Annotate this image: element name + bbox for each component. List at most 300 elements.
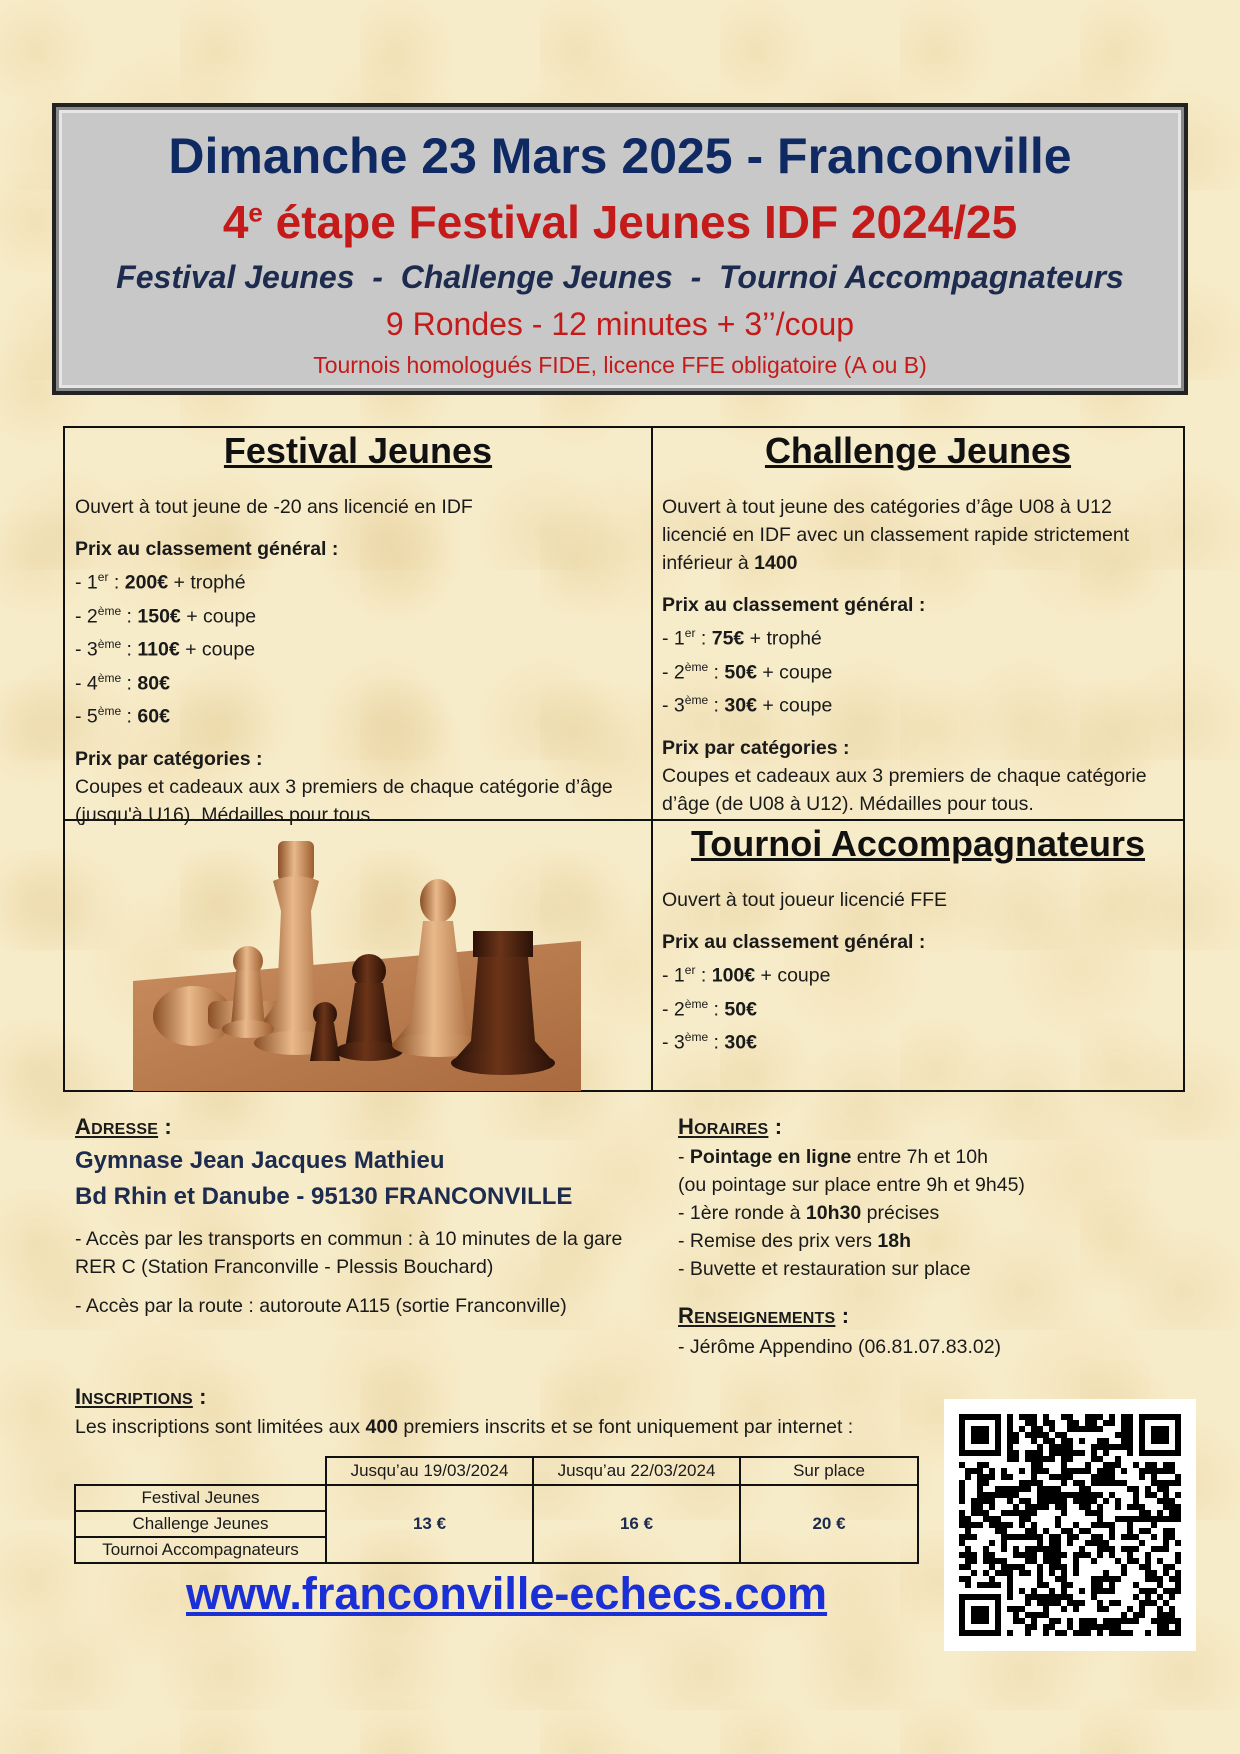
- qr-module: [1007, 1432, 1013, 1438]
- qr-module: [1073, 1522, 1079, 1528]
- qr-module: [1019, 1552, 1025, 1558]
- qr-module: [995, 1528, 1001, 1534]
- qr-module: [1013, 1486, 1019, 1492]
- qr-module: [1109, 1528, 1115, 1534]
- horaires-line1: [678, 1143, 1178, 1171]
- qr-module: [1061, 1552, 1067, 1558]
- qr-module: [1061, 1414, 1067, 1420]
- qr-module: [1163, 1480, 1169, 1486]
- qr-module: [1091, 1594, 1097, 1600]
- qr-module: [1163, 1588, 1169, 1594]
- qr-module: [1073, 1492, 1079, 1498]
- qr-module: [1073, 1498, 1079, 1504]
- qr-module: [1127, 1426, 1133, 1432]
- challenge-section: [662, 493, 1177, 818]
- prize-extra: + coupe: [180, 605, 257, 627]
- price-row-label-2: Challenge Jeunes: [75, 1511, 326, 1537]
- qr-module: [1103, 1606, 1109, 1612]
- prize-rank-sup: er: [684, 963, 696, 977]
- h1-pre: -: [678, 1146, 690, 1168]
- qr-module: [1121, 1546, 1127, 1552]
- qr-module: [1163, 1630, 1169, 1636]
- prize-colon: :: [708, 694, 725, 717]
- qr-module: [1049, 1450, 1055, 1456]
- qr-module: [1001, 1474, 1007, 1480]
- qr-module: [1163, 1618, 1169, 1624]
- address-label: [75, 1114, 172, 1140]
- qr-module: [1133, 1558, 1139, 1564]
- qr-module: [1133, 1462, 1139, 1468]
- qr-module: [1133, 1618, 1139, 1624]
- qr-module: [1115, 1504, 1121, 1510]
- qr-module: [1103, 1474, 1109, 1480]
- qr-module: [1085, 1468, 1091, 1474]
- qr-module: [1043, 1546, 1049, 1552]
- qr-module: [1025, 1552, 1031, 1558]
- qr-module: [1145, 1558, 1151, 1564]
- qr-module: [1127, 1438, 1133, 1444]
- qr-module: [1037, 1594, 1043, 1600]
- qr-module: [1055, 1618, 1061, 1624]
- qr-module: [1091, 1498, 1097, 1504]
- prize-rank: 1: [673, 964, 685, 987]
- qr-module: [1097, 1516, 1103, 1522]
- qr-module: [1103, 1570, 1109, 1576]
- qr-module: [1037, 1462, 1043, 1468]
- qr-module: [1079, 1450, 1085, 1456]
- qr-module: [1085, 1510, 1091, 1516]
- qr-module: [1055, 1594, 1061, 1600]
- qr-module: [1073, 1558, 1079, 1564]
- qr-module: [1019, 1570, 1025, 1576]
- qr-module: [1025, 1624, 1031, 1630]
- qr-module: [959, 1522, 965, 1528]
- qr-module: [1043, 1594, 1049, 1600]
- qr-module: [1079, 1438, 1085, 1444]
- qr-module: [1007, 1450, 1013, 1456]
- header-banner: [52, 103, 1188, 395]
- qr-module: [1151, 1474, 1157, 1480]
- qr-module: [1085, 1426, 1091, 1432]
- qr-module: [1151, 1468, 1157, 1474]
- qr-module: [1175, 1582, 1181, 1588]
- qr-module: [1043, 1558, 1049, 1564]
- qr-module: [1085, 1498, 1091, 1504]
- qr-module: [1097, 1414, 1103, 1420]
- h4-bold: 18h: [877, 1230, 911, 1252]
- qr-module: [971, 1552, 977, 1558]
- prize-rank-sup: ème: [97, 603, 122, 618]
- qr-module: [983, 1582, 989, 1588]
- qr-module: [1025, 1432, 1031, 1438]
- qr-module: [965, 1576, 971, 1582]
- qr-module: [1079, 1492, 1085, 1498]
- qr-module: [983, 1462, 989, 1468]
- qr-module: [1025, 1570, 1031, 1576]
- qr-module: [1031, 1438, 1037, 1444]
- qr-module: [1043, 1582, 1049, 1588]
- qr-module: [1025, 1420, 1031, 1426]
- qr-module: [1091, 1558, 1097, 1564]
- qr-module: [1061, 1474, 1067, 1480]
- h3-bold: 10h30: [805, 1202, 862, 1224]
- horaires-label-rest: ORAIRES: [694, 1121, 769, 1138]
- qr-module: [1097, 1522, 1103, 1528]
- festival-intro: Ouvert à tout jeune de -20 ans licencié en IDF: [75, 496, 473, 518]
- prize-colon: :: [108, 571, 125, 594]
- qr-module: [1079, 1468, 1085, 1474]
- festival-title: Festival Jeunes: [223, 430, 493, 471]
- qr-module: [1097, 1480, 1103, 1486]
- qr-module: [1103, 1480, 1109, 1486]
- qr-module: [1049, 1588, 1055, 1594]
- qr-module: [1169, 1516, 1175, 1522]
- qr-module: [1145, 1600, 1151, 1606]
- address-road: - Accès par la route : autoroute A115 (sortie Franconville): [75, 1295, 567, 1317]
- horaires-list: [678, 1143, 1178, 1283]
- qr-module: [1037, 1456, 1043, 1462]
- qr-module: [1127, 1546, 1133, 1552]
- qr-module: [1115, 1432, 1121, 1438]
- qr-module: [1055, 1558, 1061, 1564]
- qr-module: [995, 1558, 1001, 1564]
- qr-module: [1127, 1558, 1133, 1564]
- qr-module: [1145, 1462, 1151, 1468]
- qr-module: [1013, 1618, 1019, 1624]
- qr-module: [1043, 1624, 1049, 1630]
- qr-module: [1109, 1420, 1115, 1426]
- qr-module: [1031, 1426, 1037, 1432]
- qr-module: [1013, 1504, 1019, 1510]
- qr-module: [1145, 1576, 1151, 1582]
- qr-module: [1049, 1618, 1055, 1624]
- website-link[interactable]: www.franconville-echecs.com: [186, 1568, 828, 1619]
- qr-module: [1079, 1600, 1085, 1606]
- price-cell-2: 16 €: [533, 1485, 740, 1563]
- qr-module: [1067, 1438, 1073, 1444]
- qr-module: [1037, 1612, 1043, 1618]
- qr-module: [965, 1552, 971, 1558]
- prize-dash: -: [662, 627, 674, 650]
- qr-module: [1079, 1528, 1085, 1534]
- qr-module: [1103, 1444, 1109, 1450]
- prize-colon: :: [708, 661, 725, 683]
- qr-module: [1037, 1492, 1043, 1498]
- h3-rest: précises: [861, 1202, 940, 1224]
- qr-module: [1013, 1432, 1019, 1438]
- challenge-intro: [662, 493, 1177, 577]
- qr-module: [1055, 1474, 1061, 1480]
- qr-module: [965, 1534, 971, 1540]
- qr-module: [1103, 1618, 1109, 1624]
- accomp-prize-list: [662, 956, 1177, 1057]
- qr-module: [1157, 1510, 1163, 1516]
- qr-module: [1013, 1438, 1019, 1444]
- qr-module: [1037, 1444, 1043, 1450]
- qr-module: [1067, 1468, 1073, 1474]
- insc-text-rest: premiers inscrits et se font uniquement par internet :: [398, 1416, 854, 1438]
- qr-module: [1031, 1432, 1037, 1438]
- qr-module: [1091, 1618, 1097, 1624]
- qr-module: [1169, 1576, 1175, 1582]
- qr-module: [1013, 1552, 1019, 1558]
- qr-module: [971, 1504, 977, 1510]
- qr-module: [977, 1498, 983, 1504]
- qr-module: [1037, 1432, 1043, 1438]
- qr-module: [1007, 1570, 1013, 1576]
- qr-module: [1073, 1450, 1079, 1456]
- qr-module: [983, 1516, 989, 1522]
- qr-module: [1031, 1552, 1037, 1558]
- qr-module: [1067, 1492, 1073, 1498]
- qr-module: [1061, 1468, 1067, 1474]
- qr-module: [1133, 1534, 1139, 1540]
- qr-module: [1079, 1504, 1085, 1510]
- qr-module: [983, 1480, 989, 1486]
- qr-module: [1175, 1492, 1181, 1498]
- qr-module: [1007, 1582, 1013, 1588]
- qr-module: [977, 1510, 983, 1516]
- qr-module: [1007, 1630, 1013, 1636]
- price-row-label-3: Tournoi Accompagnateurs: [75, 1537, 326, 1563]
- challenge-prizes-label: Prix au classement général :: [662, 594, 926, 616]
- qr-module: [1043, 1504, 1049, 1510]
- qr-module: [965, 1564, 971, 1570]
- qr-module: [1037, 1450, 1043, 1456]
- qr-module: [1049, 1600, 1055, 1606]
- price-header-1: Jusqu’au 19/03/2024: [326, 1457, 533, 1485]
- qr-module: [1085, 1504, 1091, 1510]
- qr-module: [1145, 1594, 1151, 1600]
- qr-module: [1139, 1504, 1145, 1510]
- qr-module: [1157, 1486, 1163, 1492]
- qr-module: [1043, 1600, 1049, 1606]
- qr-module: [1103, 1546, 1109, 1552]
- prize-rank-sup: ème: [97, 704, 122, 718]
- qr-module: [1121, 1420, 1127, 1426]
- horaires-label: [678, 1114, 782, 1140]
- qr-module: [1163, 1600, 1169, 1606]
- festival-prize-item: [75, 630, 645, 664]
- prize-dash: -: [662, 1031, 674, 1054]
- qr-module: [1031, 1522, 1037, 1528]
- qr-module: [983, 1510, 989, 1516]
- qr-module: [1175, 1540, 1181, 1546]
- qr-module: [1055, 1504, 1061, 1510]
- address-block: [75, 1143, 572, 1215]
- qr-module: [1085, 1540, 1091, 1546]
- qr-module: [1013, 1510, 1019, 1516]
- qr-module: [1169, 1510, 1175, 1516]
- qr-module: [1037, 1576, 1043, 1582]
- prize-rank: 2: [86, 605, 98, 627]
- prize-amount: 50€: [724, 998, 757, 1020]
- qr-module: [1031, 1618, 1037, 1624]
- qr-module: [1157, 1546, 1163, 1552]
- qr-module: [1151, 1588, 1157, 1594]
- qr-module: [1133, 1498, 1139, 1504]
- qr-module: [959, 1462, 965, 1468]
- qr-module: [1073, 1606, 1079, 1612]
- qr-module: [1127, 1486, 1133, 1492]
- qr-module: [989, 1522, 995, 1528]
- qr-module: [959, 1516, 965, 1522]
- qr-module: [1115, 1480, 1121, 1486]
- qr-module: [1115, 1462, 1121, 1468]
- qr-module: [965, 1474, 971, 1480]
- qr-module: [1067, 1420, 1073, 1426]
- qr-module: [1025, 1558, 1031, 1564]
- chess-pieces-image: [133, 821, 581, 1091]
- qr-module: [1151, 1522, 1157, 1528]
- qr-module: [1067, 1594, 1073, 1600]
- qr-module: [1085, 1630, 1091, 1636]
- accomp-prize-item: [662, 1023, 1177, 1057]
- qr-module: [971, 1558, 977, 1564]
- qr-module: [1175, 1474, 1181, 1480]
- qr-module: [1019, 1414, 1025, 1420]
- qr-module: [1163, 1462, 1169, 1468]
- qr-module: [959, 1576, 965, 1582]
- festival-prize-item: [75, 697, 645, 731]
- qr-module: [1037, 1600, 1043, 1606]
- qr-module: [1175, 1630, 1181, 1636]
- qr-module: [1127, 1528, 1133, 1534]
- qr-module: [1085, 1486, 1091, 1492]
- qr-module: [1061, 1492, 1067, 1498]
- rook-piece: [473, 931, 533, 957]
- qr-code[interactable]: [944, 1399, 1196, 1651]
- qr-module: [1031, 1528, 1037, 1534]
- qr-module: [1163, 1468, 1169, 1474]
- qr-module: [1115, 1576, 1121, 1582]
- qr-module: [959, 1534, 965, 1540]
- qr-module: [1157, 1630, 1163, 1636]
- festival-prize-list: [75, 563, 645, 731]
- qr-module: [1175, 1516, 1181, 1522]
- prize-extra: + trophé: [744, 627, 822, 650]
- qr-module: [1103, 1540, 1109, 1546]
- qr-module: [1007, 1438, 1013, 1444]
- qr-module: [1001, 1522, 1007, 1528]
- qr-module: [1157, 1582, 1163, 1588]
- qr-module: [1037, 1504, 1043, 1510]
- qr-module: [1055, 1576, 1061, 1582]
- qr-module: [1145, 1516, 1151, 1522]
- qr-module: [1043, 1438, 1049, 1444]
- prize-rank: 3: [673, 1031, 685, 1054]
- qr-module: [1055, 1546, 1061, 1552]
- qr-module: [1097, 1426, 1103, 1432]
- qr-module: [1175, 1588, 1181, 1594]
- qr-module: [1091, 1534, 1097, 1540]
- qr-module: [1049, 1444, 1055, 1450]
- qr-module: [1163, 1624, 1169, 1630]
- qr-module: [1169, 1612, 1175, 1618]
- qr-module: [1073, 1600, 1079, 1606]
- qr-module: [1025, 1612, 1031, 1618]
- qr-module: [1055, 1432, 1061, 1438]
- prize-rank: 2: [673, 998, 685, 1020]
- qr-module: [1127, 1516, 1133, 1522]
- qr-module: [959, 1510, 965, 1516]
- qr-module: [1109, 1600, 1115, 1606]
- qr-module: [1085, 1414, 1091, 1420]
- qr-module: [1109, 1588, 1115, 1594]
- qr-module: [1085, 1552, 1091, 1558]
- qr-module: [1139, 1528, 1145, 1534]
- qr-module: [1127, 1420, 1133, 1426]
- qr-module: [1169, 1504, 1175, 1510]
- qr-module: [1133, 1546, 1139, 1552]
- qr-module: [1139, 1588, 1145, 1594]
- qr-module: [965, 1516, 971, 1522]
- horaires-line4: [678, 1227, 1178, 1255]
- qr-module: [1097, 1540, 1103, 1546]
- qr-module: [1061, 1564, 1067, 1570]
- challenge-prize-list: [662, 619, 1177, 720]
- qr-module: [1031, 1504, 1037, 1510]
- qr-module: [1061, 1444, 1067, 1450]
- qr-module: [1049, 1492, 1055, 1498]
- qr-module: [1055, 1492, 1061, 1498]
- qr-module: [1049, 1420, 1055, 1426]
- qr-module: [1163, 1546, 1169, 1552]
- qr-module: [1139, 1540, 1145, 1546]
- inscriptions-text: [75, 1413, 853, 1441]
- event-title: Dimanche 23 Mars 2025 - Franconville: [168, 128, 1072, 184]
- qr-module: [1049, 1546, 1055, 1552]
- prize-colon: :: [708, 998, 725, 1020]
- qr-module: [1061, 1606, 1067, 1612]
- qr-module: [1031, 1558, 1037, 1564]
- qr-module: [1061, 1630, 1067, 1636]
- qr-module: [1109, 1522, 1115, 1528]
- qr-module: [1115, 1444, 1121, 1450]
- challenge-cat-label: Prix par catégories :: [662, 736, 850, 759]
- qr-module: [1007, 1456, 1013, 1462]
- qr-module: [1097, 1624, 1103, 1630]
- qr-module: [1175, 1510, 1181, 1516]
- qr-module: [1031, 1588, 1037, 1594]
- prize-amount: 30€: [724, 694, 757, 717]
- prize-dash: -: [75, 672, 87, 694]
- qr-module: [1037, 1546, 1043, 1552]
- qr-module: [1175, 1576, 1181, 1582]
- qr-module: [1073, 1426, 1079, 1432]
- qr-module: [995, 1516, 1001, 1522]
- qr-module: [1061, 1438, 1067, 1444]
- qr-module: [1019, 1480, 1025, 1486]
- qr-module: [1055, 1600, 1061, 1606]
- qr-module: [989, 1504, 995, 1510]
- horaires-line2: (ou pointage sur place entre 9h et 9h45): [678, 1174, 1025, 1196]
- qr-module: [1031, 1624, 1037, 1630]
- prize-dash: -: [662, 998, 674, 1020]
- qr-module: [1097, 1576, 1103, 1582]
- qr-module: [1103, 1468, 1109, 1474]
- qr-module: [1157, 1468, 1163, 1474]
- qr-module: [1055, 1552, 1061, 1558]
- qr-module: [1007, 1534, 1013, 1540]
- qr-module: [1103, 1588, 1109, 1594]
- prize-dash: -: [75, 571, 87, 594]
- qr-module: [1079, 1588, 1085, 1594]
- qr-module: [1055, 1564, 1061, 1570]
- qr-module: [1109, 1630, 1115, 1636]
- qr-module: [1121, 1444, 1127, 1450]
- qr-module: [1049, 1552, 1055, 1558]
